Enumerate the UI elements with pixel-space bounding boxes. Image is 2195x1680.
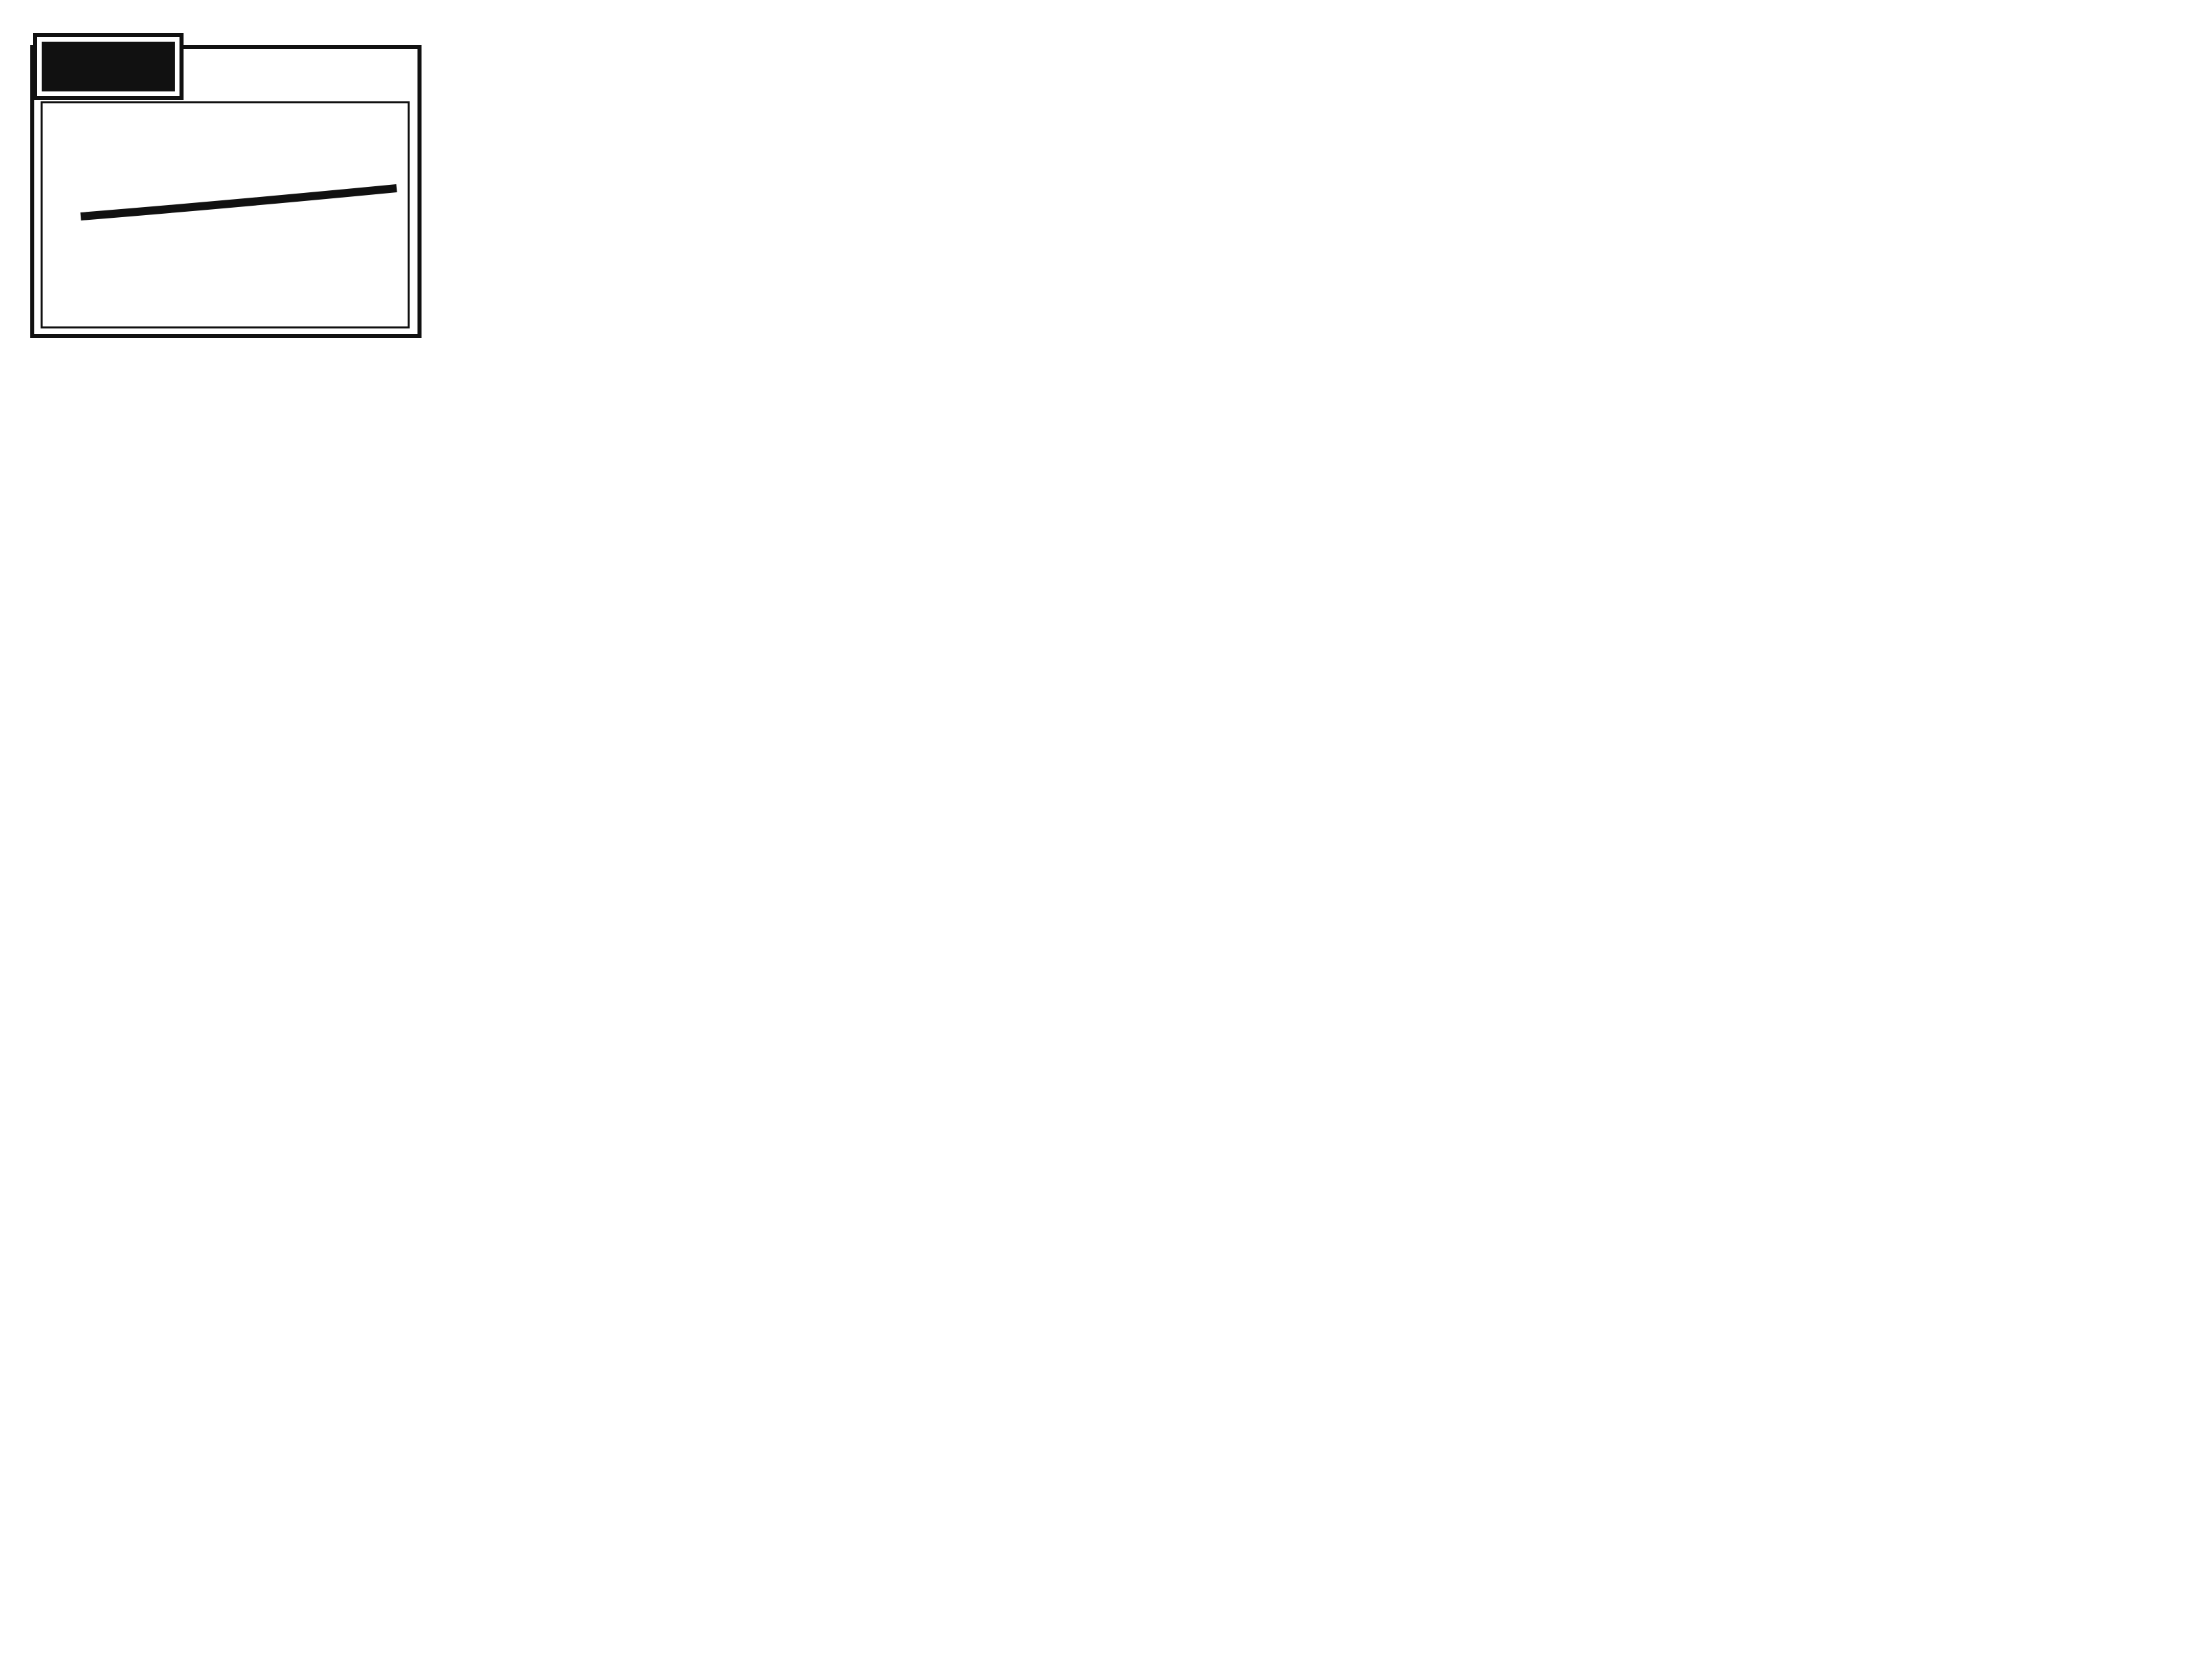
defa-logo <box>35 35 182 98</box>
title-block <box>32 35 420 336</box>
